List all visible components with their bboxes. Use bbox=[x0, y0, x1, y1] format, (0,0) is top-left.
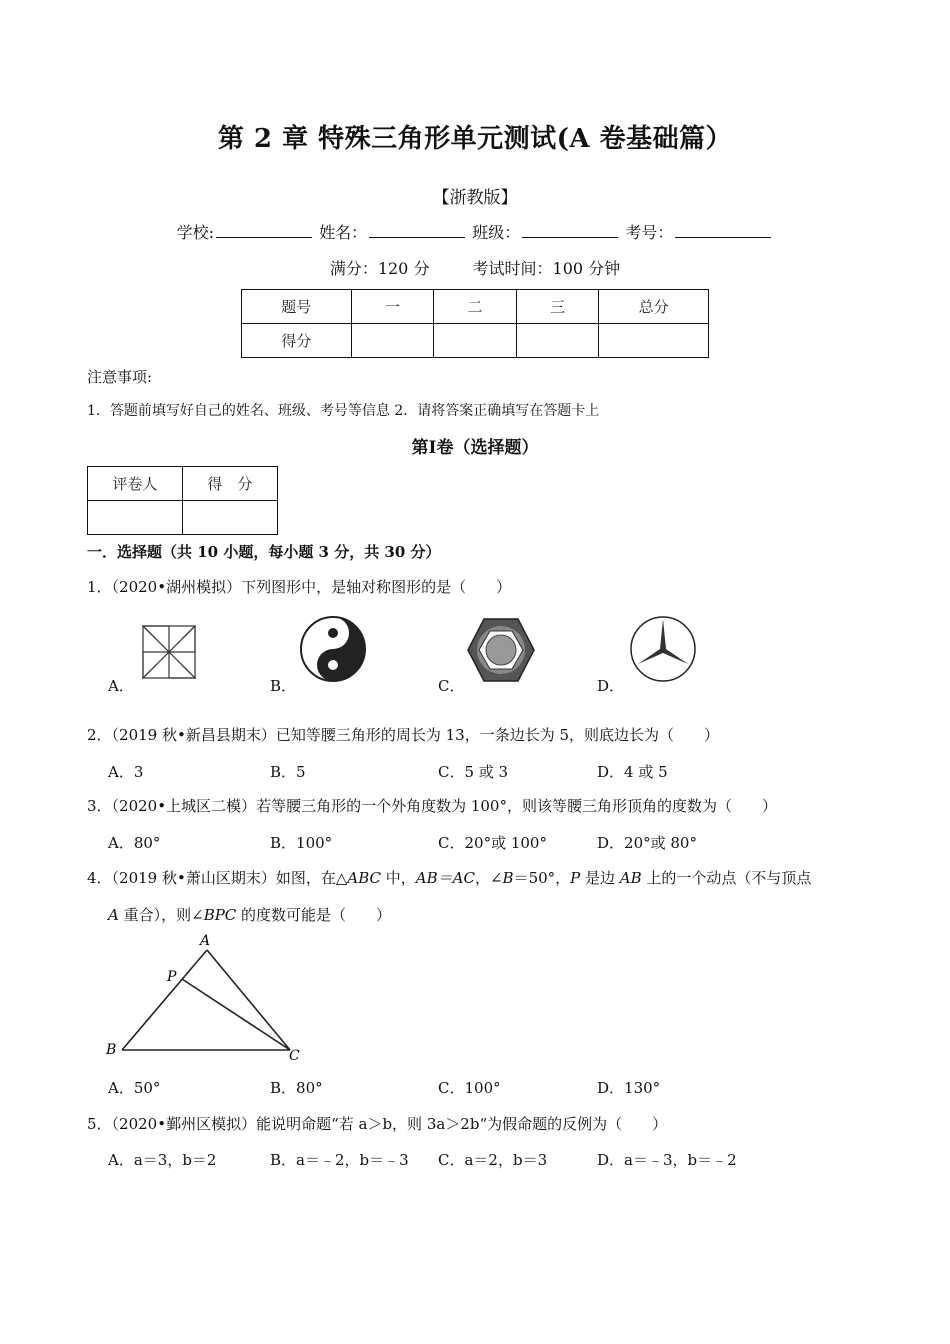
edition-label: 【浙教版】 bbox=[432, 188, 518, 208]
side-ab bbox=[122, 950, 207, 1050]
q4-option-d[interactable]: D．130° bbox=[597, 1079, 661, 1097]
exam-meta bbox=[0, 256, 950, 279]
exam-time: 考试时间：100 分钟 bbox=[472, 259, 621, 278]
pinwheel-figure bbox=[135, 618, 201, 684]
part-title: 第Ⅰ卷（选择题） bbox=[411, 438, 539, 458]
label-p: P bbox=[167, 969, 177, 985]
q4-option-b[interactable]: B．80° bbox=[270, 1079, 323, 1097]
exam-number-blank[interactable] bbox=[675, 223, 771, 238]
mercedes-star-figure bbox=[628, 612, 698, 686]
q4-option-c[interactable]: C．100° bbox=[438, 1079, 501, 1097]
exam-number-label: 考号： bbox=[625, 223, 674, 242]
score-cell[interactable] bbox=[516, 324, 599, 358]
score-table bbox=[241, 289, 709, 358]
q1-option-c[interactable]: C． bbox=[438, 677, 465, 695]
q5-option-d[interactable]: D．a＝﹣3，b＝﹣2 bbox=[597, 1151, 737, 1169]
question-3: 3．（2020•上城区二模）若等腰三角形的一个外角度数为 100°，则该等腰三角形顶角的度数为（ ） bbox=[87, 797, 777, 815]
q3-option-d[interactable]: D．20°或 80° bbox=[597, 834, 697, 852]
grader-table bbox=[87, 466, 278, 535]
q2-option-d[interactable]: D．4 或 5 bbox=[597, 763, 668, 781]
label-b: B bbox=[106, 1042, 117, 1058]
score-cell[interactable] bbox=[182, 501, 277, 535]
score-cell[interactable] bbox=[351, 324, 434, 358]
name-blank[interactable] bbox=[369, 223, 465, 238]
q4-option-a[interactable]: A．50° bbox=[108, 1079, 161, 1097]
question-2: 2．（2019 秋•新昌县期末）已知等腰三角形的周长为 13，一条边长为 5，则底边长为（ ） bbox=[87, 726, 720, 744]
name-label: 姓名： bbox=[319, 223, 368, 242]
q2-option-c[interactable]: C．5 或 3 bbox=[438, 763, 509, 781]
q3-option-b[interactable]: B．100° bbox=[270, 834, 333, 852]
score-table-header-cell: 三 bbox=[516, 290, 599, 324]
score-cell[interactable] bbox=[599, 324, 709, 358]
q5-option-c[interactable]: C．a＝2，b＝3 bbox=[438, 1151, 548, 1169]
hexagon-figure bbox=[466, 617, 536, 683]
grader-label: 评卷人 bbox=[88, 467, 183, 501]
score-table-header-cell: 一 bbox=[351, 290, 434, 324]
section-title: 一．选择题（共 10 小题，每小题 3 分，共 30 分） bbox=[87, 543, 441, 561]
question-1: 1．（2020•湖州模拟）下列图形中，是轴对称图形的是（ ） bbox=[87, 578, 512, 596]
q1-option-a[interactable]: A． bbox=[108, 677, 134, 695]
score-row-label: 得分 bbox=[242, 324, 352, 358]
label-c: C bbox=[289, 1048, 300, 1064]
notes-text: 1．答题前填写好自己的姓名、班级、考号等信息 2．请将答案正确填写在答题卡上 bbox=[87, 403, 600, 419]
school-blank[interactable] bbox=[216, 223, 312, 238]
score-table-header-cell: 总分 bbox=[599, 290, 709, 324]
score-cell[interactable] bbox=[434, 324, 517, 358]
class-label: 班级： bbox=[472, 223, 521, 242]
score-label: 得 分 bbox=[182, 467, 277, 501]
question-4-line-1: 4．（2019 秋•萧山区期末）如图，在△ABC 中，AB＝AC，∠B＝50°，P 是边 AB 上的一个动点（不与顶点 bbox=[87, 869, 812, 887]
notes-heading: 注意事项: bbox=[87, 368, 153, 386]
q3-option-a[interactable]: A．80° bbox=[108, 834, 161, 852]
triangle-figure bbox=[100, 930, 310, 1065]
score-table-header-cell: 题号 bbox=[242, 290, 352, 324]
full-score: 满分：120 分 bbox=[329, 259, 430, 278]
side-ac bbox=[207, 950, 290, 1050]
question-4-line-2: A 重合），则∠BPC 的度数可能是（ ） bbox=[108, 906, 392, 924]
q2-option-a[interactable]: A．3 bbox=[108, 763, 144, 781]
yin-yang-figure bbox=[298, 612, 368, 686]
label-a: A bbox=[200, 933, 211, 949]
q3-option-c[interactable]: C．20°或 100° bbox=[438, 834, 547, 852]
class-blank[interactable] bbox=[522, 223, 618, 238]
q5-option-b[interactable]: B．a＝﹣2，b＝﹣3 bbox=[270, 1151, 409, 1169]
school-label: 学校: bbox=[176, 223, 215, 242]
question-5: 5．（2020•鄞州区模拟）能说明命题“若 a＞b，则 3a＞2b“为假命题的反例为（ ） bbox=[87, 1115, 668, 1133]
q1-option-d[interactable]: D． bbox=[597, 677, 625, 695]
segment-pc bbox=[182, 979, 290, 1050]
q5-option-a[interactable]: A．a＝3，b＝2 bbox=[108, 1151, 217, 1169]
student-info-line bbox=[0, 220, 950, 243]
page-title: 第 2 章 特殊三角形单元测试(A 卷基础篇） bbox=[217, 124, 733, 154]
grader-cell[interactable] bbox=[88, 501, 183, 535]
q1-option-b[interactable]: B． bbox=[270, 677, 297, 695]
score-table-header-cell: 二 bbox=[434, 290, 517, 324]
q2-option-b[interactable]: B．5 bbox=[270, 763, 306, 781]
